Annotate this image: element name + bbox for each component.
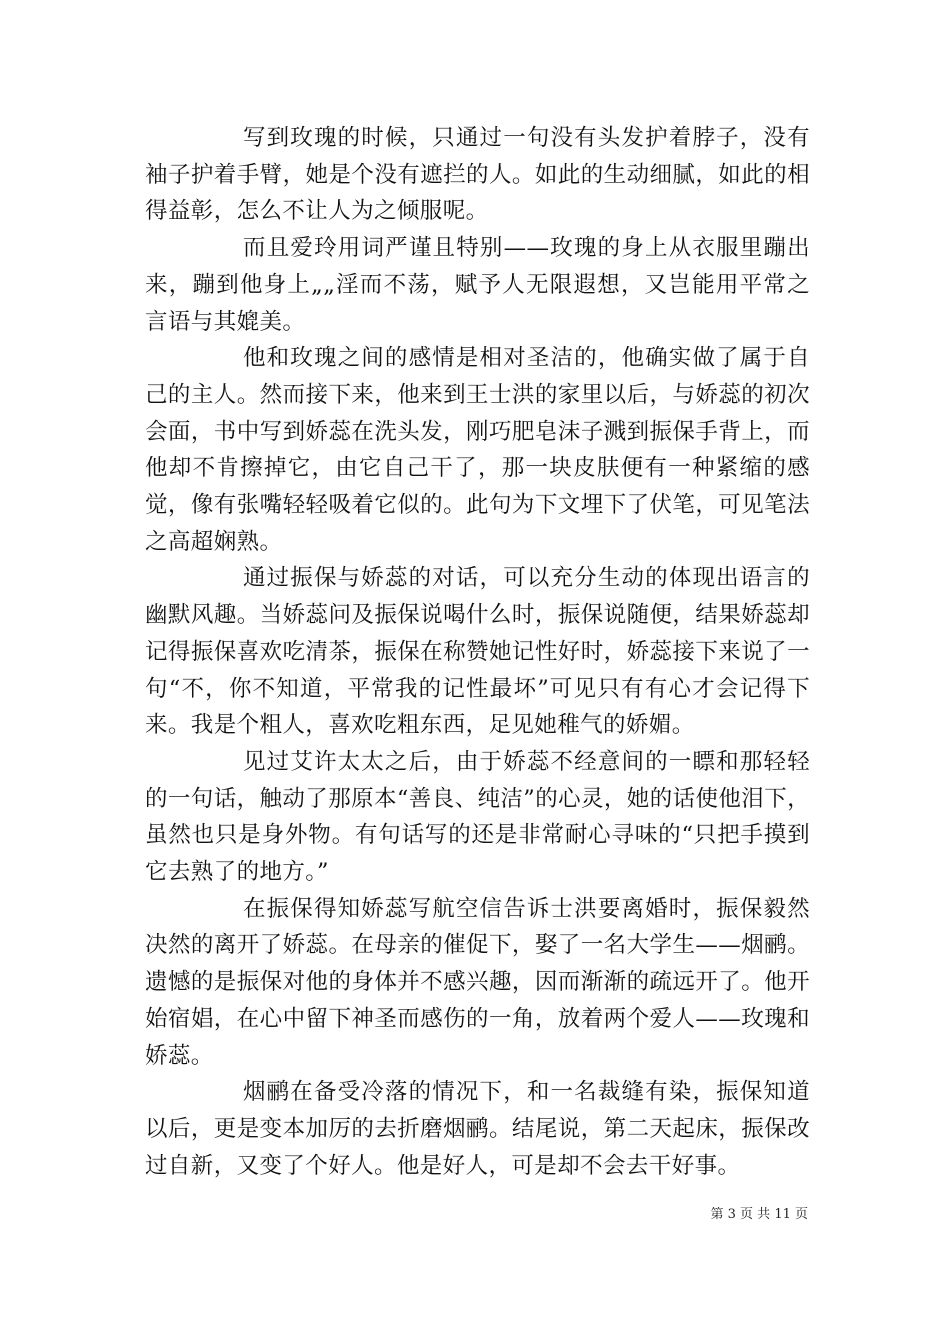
paragraph-2: 而且爱玲用词严谨且特别——玫瑰的身上从衣服里蹦出来，蹦到他身上„„淫而不荡，赋予人无限遐想，又岂能用平常之言语与其媲美。 <box>145 235 810 335</box>
paragraph-3: 他和玫瑰之间的感情是相对圣洁的，他确实做了属于自己的主人。然而接下来，他来到王士洪的家里以后，与娇蕊的初次会面，书中写到娇蕊在洗头发，刚巧肥皂沫子溅到振保手背上，而他却不肯擦掉它，由它自己干了，那一块皮肤便有一种紧缩的感觉，像有张嘴轻轻吸着它似的。此句为下文埋下了伏笔，可见笔法之高超娴熟。 <box>145 345 810 555</box>
page-number-footer: 第 3 页 共 11 页 <box>710 1207 808 1222</box>
document-body <box>145 120 810 1184</box>
paragraph-4: 通过振保与娇蕊的对话，可以充分生动的体现出语言的幽默风趣。当娇蕊问及振保说喝什么时，振保说随便，结果娇蕊却记得振保喜欢吃清茶，振保在称赞她记性好时，娇蕊接下来说了一句“不，你不知道，平常我的记性最坏”可见只有有心才会记得下来。我是个粗人，喜欢吃粗东西，足见她稚气的娇媚。 <box>145 565 810 739</box>
paragraph-7: 烟鹂在备受冷落的情况下，和一名裁缝有染，振保知道以后，更是变本加厉的去折磨烟鹂。结尾说，第二天起床，振保改过自新，又变了个好人。他是好人，可是却不会去干好事。 <box>145 1079 810 1179</box>
paragraph-1: 写到玫瑰的时候，只通过一句没有头发护着脖子，没有袖子护着手臂，她是个没有遮拦的人。如此的生动细腻，如此的相得益彰，怎么不让人为之倾服呢。 <box>145 125 810 225</box>
paragraph-5: 见过艾许太太之后，由于娇蕊不经意间的一瞟和那轻轻的一句话，触动了那原本“善良、纯洁”的心灵，她的话使他泪下，虽然也只是身外物。有句话写的还是非常耐心寻味的“只把手摸到它去熟了的地方。” <box>145 748 811 886</box>
paragraph-6: 在振保得知娇蕊写航空信告诉士洪要离婚时，振保毅然决然的离开了娇蕊。在母亲的催促下，娶了一名大学生——烟鹂。遗憾的是振保对他的身体并不感兴趣，因而渐渐的疏远开了。他开始宿娼，在心中留下神圣而感伤的一角，放着两个爱人——玫瑰和娇蕊。 <box>145 895 810 1069</box>
